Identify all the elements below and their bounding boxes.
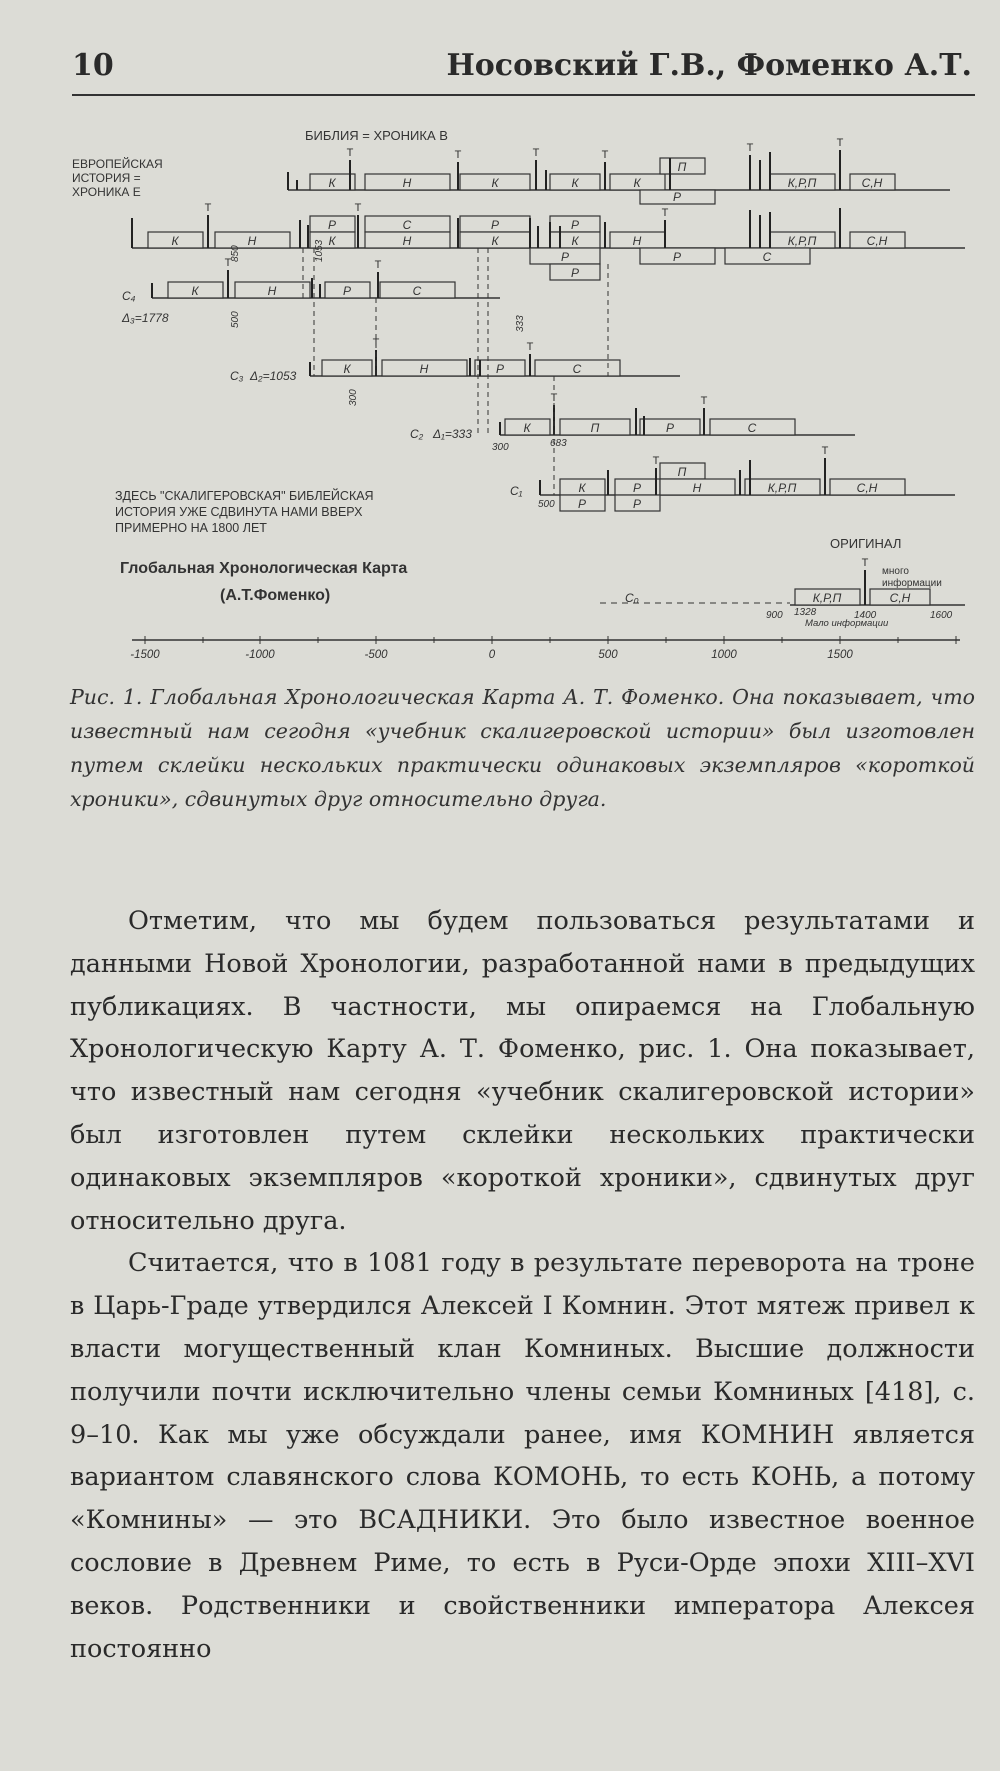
label-many-info-2: информации: [882, 578, 942, 589]
t-e-k4: К: [571, 234, 579, 248]
label-c4: C₄: [122, 289, 136, 303]
t-b-pi: П: [677, 160, 687, 174]
t-e-k2: К: [328, 234, 336, 248]
t-marker: T: [354, 202, 362, 214]
t-marker: T: [374, 259, 382, 271]
t-marker: T: [861, 557, 869, 569]
label-c2: C₂: [410, 427, 424, 441]
label-c1: C₁: [510, 484, 523, 498]
axis-tick: 1500: [827, 649, 853, 661]
header-rule: [72, 94, 975, 96]
t-c2-s: С: [747, 421, 757, 435]
label-d1: Δ₁=333: [433, 427, 472, 441]
t-e-sn: С,Н: [866, 234, 888, 248]
num-683: 683: [550, 438, 567, 449]
t-e-n2: Н: [402, 234, 412, 248]
t-c1-pi: П: [677, 465, 687, 479]
note-line-1: ЗДЕСЬ "СКАЛИГЕРОВСКАЯ" БИБЛЕЙСКАЯ: [115, 489, 374, 503]
label-euro-2: ИСТОРИЯ =: [72, 171, 141, 185]
t-marker: T: [700, 395, 708, 407]
t-c1-r: Р: [577, 497, 587, 511]
t-b-sn: С,Н: [861, 176, 883, 190]
t-marker: T: [661, 207, 669, 219]
t-e-s: С: [402, 218, 412, 232]
t-c1-n: Н: [692, 481, 702, 495]
num-1328: 1328: [794, 607, 817, 618]
t-e-p2: Р: [490, 218, 500, 232]
t-c4-s: С: [412, 284, 422, 298]
axis-tick: -1500: [130, 649, 160, 661]
figure-caption: Рис. 1. Глобальная Хронологическая Карта А. Т. Фоменко. Она показывает, что известный нам сегодня «учебник скалигеровской истории» был изготовлен путем склейки нескольких практически одинаковых экземпляров «короткой хроники», сдвинутых друг относительно друга.: [70, 685, 975, 811]
t-c3-n: Н: [419, 362, 429, 376]
t-marker: T: [204, 202, 212, 214]
t-c4-k: К: [191, 284, 199, 298]
t-e-n3: Н: [632, 234, 642, 248]
t-marker: T: [821, 445, 829, 457]
axis-tick: 1000: [711, 649, 737, 661]
label-d2: Δ₂=1053: [250, 369, 297, 383]
chronology-diagram: [60, 100, 990, 670]
label-c0: C₀: [625, 591, 639, 605]
label-original: ОРИГИНАЛ: [830, 536, 902, 551]
label-euro-1: ЕВРОПЕЙСКАЯ: [72, 157, 163, 171]
note-line-3: ПРИМЕРНО НА 1800 ЛЕТ: [115, 521, 267, 535]
num-300: 300: [492, 442, 509, 453]
t-c0-krp: К,Р,П: [812, 591, 842, 605]
page-number: 10: [72, 48, 114, 83]
t-marker: T: [346, 147, 354, 159]
t-b-k1: К: [328, 176, 336, 190]
paragraph: Считается, что в 1081 году в результате переворота на троне в Царь-Граде утвердился Алексей I Комнин. Этот мятеж привел к власти могущественный клан Комниных. Высшие должности получили почти исключительно члены семьи Комниных [418], с. 9–10. Как мы уже обсуждали ранее, имя КОМНИН является вариантом славянского слова КОМОНЬ, то есть КОНЬ, а потому «Комнины» — это ВСАДНИКИ. Это было известное военное сословие в Древнем Риме, то есть в Руси-Орде эпохи XIII–XVI веков. Родственники и свойственники императора Алексея постоянно: [70, 1248, 975, 1664]
t-b-k3: К: [571, 176, 579, 190]
num-900: 900: [766, 610, 783, 621]
t-marker: T: [372, 337, 380, 349]
figure-author: (А.Т.Фоменко): [220, 587, 331, 604]
t-c0-sn: С,Н: [889, 591, 911, 605]
t-marker: T: [550, 392, 558, 404]
t-marker: T: [532, 147, 540, 159]
label-little-info: Мало информации: [805, 618, 889, 629]
num-1600: 1600: [930, 610, 953, 621]
t-b-n: Н: [402, 176, 412, 190]
t-e-k3: К: [491, 234, 499, 248]
t-b-k4: К: [633, 176, 641, 190]
t-c1-krp: К,Р,П: [767, 481, 797, 495]
t-marker: T: [526, 341, 534, 353]
body-text: [70, 900, 975, 1670]
t-c4-p: Р: [342, 284, 352, 298]
t-b-krp: К,Р,П: [787, 176, 817, 190]
t-c3-p: Р: [495, 362, 505, 376]
t-marker: T: [836, 137, 844, 149]
t-b-k2: К: [491, 176, 499, 190]
t-e-krp: К,Р,П: [787, 234, 817, 248]
t-b-p2: Р: [672, 190, 682, 204]
t-c1-sn: С,Н: [856, 481, 878, 495]
num-1053-v: 1053: [314, 239, 325, 262]
label-d3: Δ₃=1778: [122, 311, 169, 325]
num-300-v: 300: [348, 389, 359, 406]
num-500-v: 500: [230, 311, 241, 328]
t-marker: T: [224, 257, 232, 269]
t-c2-pi: П: [590, 421, 600, 435]
t-e-p3: Р: [570, 218, 580, 232]
figure-title: Глобальная Хронологическая Карта: [120, 560, 408, 577]
chronology-figure: [60, 100, 990, 670]
axis-tick: 0: [488, 649, 496, 661]
num-500: 500: [538, 499, 555, 510]
note-line-2: ИСТОРИЯ УЖЕ СДВИНУТА НАМИ ВВЕРХ: [115, 505, 363, 519]
label-euro-3: ХРОНИКА Е: [72, 185, 141, 199]
label-c3: C₃: [230, 369, 244, 383]
t-c1-p: Р: [632, 481, 642, 495]
t-marker: T: [746, 142, 754, 154]
label-bible: БИБЛИЯ = ХРОНИКА В: [305, 128, 448, 143]
t-e-p5: Р: [672, 250, 682, 264]
running-header: [72, 48, 972, 88]
t-e-p4: Р: [560, 250, 570, 264]
num-1400: 1400: [854, 610, 877, 621]
num-333-v: 333: [515, 315, 526, 332]
t-e-n: Н: [247, 234, 257, 248]
t-marker: T: [601, 149, 609, 161]
t-c4-n: Н: [267, 284, 277, 298]
axis-tick: -1000: [245, 649, 275, 661]
t-c1-k: К: [578, 481, 586, 495]
t-c2-p: Р: [665, 421, 675, 435]
t-e-k: К: [171, 234, 179, 248]
t-e-s2: С: [762, 250, 772, 264]
label-many-info-1: много: [882, 566, 909, 577]
t-marker: T: [652, 455, 660, 467]
t-marker: T: [454, 149, 462, 161]
t-c3-k: К: [343, 362, 351, 376]
t-c3-s: С: [572, 362, 582, 376]
t-c1-r2: Р: [632, 497, 642, 511]
t-e-p6: Р: [570, 266, 580, 280]
axis-tick: 500: [598, 649, 618, 661]
t-e-p1: Р: [327, 218, 337, 232]
axis-tick: -500: [364, 649, 388, 661]
paragraph: Отметим, что мы будем пользоваться результатами и данными Новой Хронологии, разработанной нами в предыдущих публикациях. В частности, мы опираемся на Глобальную Хронологическую Карту А. Т. Фоменко, рис. 1. Она показывает, что известный нам сегодня «учебник скалигеровской истории» был изготовлен путем склейки нескольких практически одинаковых экземпляров «короткой хроники», сдвинутых друг относительно друга.: [70, 906, 975, 1236]
running-head-authors: Носовский Г.В., Фоменко А.Т.: [446, 48, 972, 83]
num-850-v: 850: [230, 245, 241, 262]
t-c2-k: К: [523, 421, 531, 435]
